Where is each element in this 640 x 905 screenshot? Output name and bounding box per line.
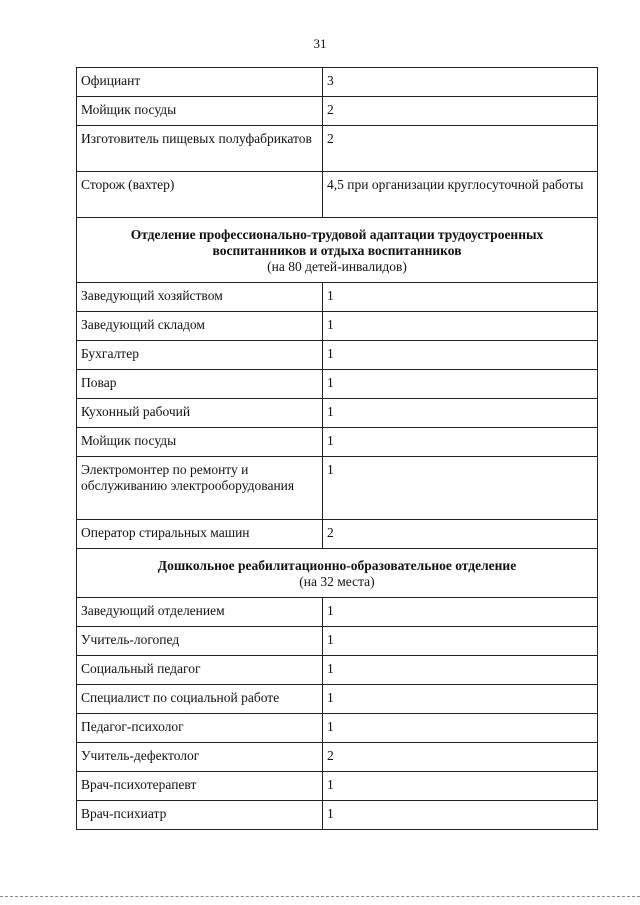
table-row xyxy=(77,801,598,830)
page-number: 31 xyxy=(313,36,327,51)
table-row xyxy=(77,97,598,126)
table-row xyxy=(77,312,598,341)
count-cell: 1 xyxy=(323,312,598,341)
table-row xyxy=(77,341,598,370)
table-row xyxy=(77,370,598,399)
position-cell: Изготовитель пищевых полуфабрикатов xyxy=(77,126,323,172)
count-cell: 1 xyxy=(323,656,598,685)
position-cell: Заведующий отделением xyxy=(77,598,323,627)
section-subtitle: (на 80 детей-инвалидов) xyxy=(267,259,407,274)
position-cell: Оператор стиральных машин xyxy=(77,520,323,549)
count-cell: 2 xyxy=(323,520,598,549)
table-row xyxy=(77,656,598,685)
position-cell: Бухгалтер xyxy=(77,341,323,370)
scan-edge-divider xyxy=(0,896,640,897)
count-cell: 1 xyxy=(323,627,598,656)
count-cell: 4,5 при организации круглосуточной работы xyxy=(323,172,598,218)
section-header xyxy=(77,549,598,598)
table-row xyxy=(77,772,598,801)
position-cell: Социальный педагог xyxy=(77,656,323,685)
position-cell: Сторож (вахтер) xyxy=(77,172,323,218)
position-cell: Врач-психиатр xyxy=(77,801,323,830)
table-row xyxy=(77,126,598,172)
table-row xyxy=(77,627,598,656)
table-row xyxy=(77,743,598,772)
position-cell: Заведующий хозяйством xyxy=(77,283,323,312)
section-header xyxy=(77,218,598,283)
section-title: Дошкольное реабилитационно-образовательное отделение xyxy=(157,558,517,573)
count-cell: 2 xyxy=(323,126,598,172)
count-cell: 1 xyxy=(323,772,598,801)
table-row xyxy=(77,68,598,97)
position-cell: Заведующий складом xyxy=(77,312,323,341)
position-cell: Официант xyxy=(77,68,323,97)
count-cell: 1 xyxy=(323,457,598,520)
count-cell: 1 xyxy=(323,399,598,428)
count-cell: 1 xyxy=(323,714,598,743)
table-row xyxy=(77,714,598,743)
count-cell: 1 xyxy=(323,801,598,830)
count-cell: 2 xyxy=(323,743,598,772)
position-cell: Учитель-логопед xyxy=(77,627,323,656)
section-title: Отделение профессионально-трудовой адаптации трудоустроенных воспитанников и отдыха воспитанников xyxy=(130,227,544,258)
count-cell: 1 xyxy=(323,370,598,399)
position-cell: Врач-психотерапевт xyxy=(77,772,323,801)
position-cell: Педагог-психолог xyxy=(77,714,323,743)
table-row xyxy=(77,685,598,714)
count-cell: 1 xyxy=(323,685,598,714)
count-cell: 3 xyxy=(323,68,598,97)
position-cell: Специалист по социальной работе xyxy=(77,685,323,714)
count-cell: 1 xyxy=(323,283,598,312)
table-row xyxy=(77,172,598,218)
staffing-table xyxy=(76,67,598,830)
count-cell: 1 xyxy=(323,341,598,370)
position-cell: Мойщик посуды xyxy=(77,428,323,457)
table-row xyxy=(77,283,598,312)
count-cell: 2 xyxy=(323,97,598,126)
position-cell: Мойщик посуды xyxy=(77,97,323,126)
table-row xyxy=(77,457,598,520)
count-cell: 1 xyxy=(323,598,598,627)
position-cell: Повар xyxy=(77,370,323,399)
table-row xyxy=(77,598,598,627)
section-subtitle: (на 32 места) xyxy=(299,574,375,589)
position-cell: Электромонтер по ремонту и обслуживанию электрооборудования xyxy=(77,457,323,520)
table-row xyxy=(77,399,598,428)
table-row xyxy=(77,428,598,457)
count-cell: 1 xyxy=(323,428,598,457)
table-row xyxy=(77,520,598,549)
position-cell: Кухонный рабочий xyxy=(77,399,323,428)
position-cell: Учитель-дефектолог xyxy=(77,743,323,772)
